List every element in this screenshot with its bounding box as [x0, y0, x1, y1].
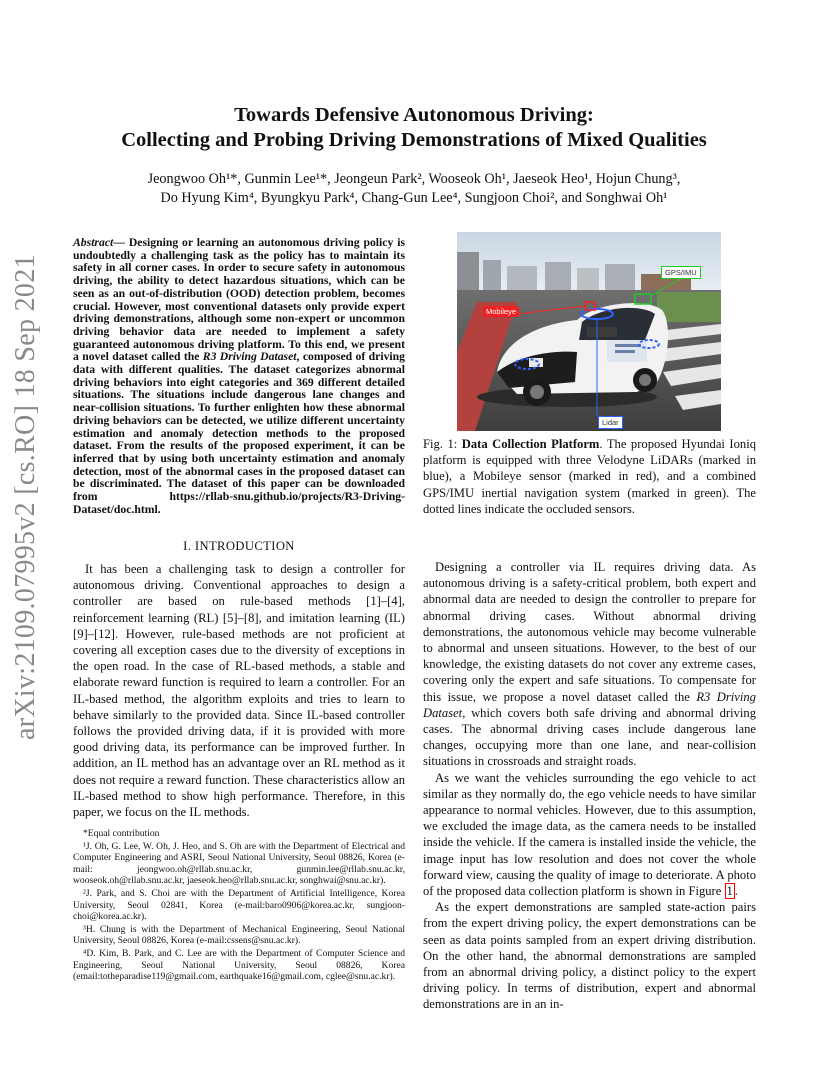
abstract-text-b: , composed of driving data with different qualities. The dataset categorizes abnormal driving behaviors into eight categories and 369 different detailed situations. The situations include dangerous lane changes and near-collision situations. To further enlighten how these abnormal driving behaviors can be detected, we utilize different uncertainty estimation and anomaly detection methods to the proposed dataset. From the results of the proposed experiment, it can be inferred that by using both uncertainty estimation and anomaly detection, most of the abnormal cases in the proposed dataset can be discriminated. The dataset of this paper can be downloaded from https://rllab-snu.github.io/projects/R3-Driving-Dataset/doc.html. — [73, 350, 406, 516]
abstract-label: Abstract — [73, 236, 114, 249]
figure-reference-link[interactable]: 1 — [726, 884, 733, 899]
right-p1-text-b: , which covers both safe driving and abnormal driving cases. The abnormal driving cases include dangerous lane changes, occupying more than one lane, and near-collision situations in crossroads and straight roads. — [423, 705, 756, 769]
intro-left-column — [73, 561, 405, 820]
intro-paragraph: It has been a challenging task to design a controller for autonomous driving. Conventional approaches to design a controller are based on rule-based methods [1]–[4], reinforcement learning (RL) [5]–[8], and imitation learning (IL) [9]–[12]. However, rule-based methods are not proficient at covering all exception cases due to the diversity of exceptions in the open road. In the case of RL-based methods, a stable and elaborate reward function is required to learn a controller. For an IL-based method, the algorithm exploits and tries to learn to behave similarly to the provided data. Since IL-based controller follows the provided driving data, if it is provided with more good driving data, its performance can be improved further. In addition, an IL method has an advantage over an RL method as it does not require a reward function. These characteristics allow an IL-based method to show high performance. Therefore, in this paper, we focus on the IL methods. — [73, 562, 405, 820]
gps-imu-label: GPS/IMU — [661, 266, 701, 279]
paper-title — [60, 103, 768, 153]
author-list — [90, 170, 738, 208]
footnote-3: ³H. Chung is with the Department of Mechanical Engineering, Seoul National University, Seoul 08826, Korea (e-mail:cssens@snu.ac.kr). — [73, 923, 405, 947]
abstract — [73, 237, 405, 516]
vehicle-photo-illustration — [457, 232, 721, 431]
right-p1-dataset-name: R3 Driving Dataset — [423, 689, 756, 720]
title-line-1: Towards Defensive Autonomous Driving: — [234, 104, 594, 126]
mobileye-label: Mobileye — [483, 306, 519, 317]
right-paragraph-2 — [423, 770, 756, 900]
title-line-2: Collecting and Probing Driving Demonstrations of Mixed Qualities — [121, 129, 707, 151]
right-paragraph-1 — [423, 559, 756, 770]
abstract-text-a: — Designing or learning an autonomous driving policy is undoubtedly a challenging task as the policy has to maintain its safety in all corner cases. In order to secure safety in autonomous driving, the ability to detect hazardous situations, which can be seen as an out-of-distribution (OOD) detection problem, becomes crucial. However, most conventional datasets only provide expert driving demonstrations, although some non-expert or uncommon driving behavior data are needed to implement a safety guaranteed autonomous driving platform. To this end, we present a novel dataset called the — [73, 236, 405, 364]
caption-label: Fig. 1: — [423, 437, 462, 451]
footnotes — [73, 828, 405, 984]
figure-caption — [423, 436, 756, 517]
right-paragraph-3: As the expert demonstrations are sampled state-action pairs from the expert driving policy, the expert demonstrations can be seen as data points sampled from an expert driving distribution. On the other hand, the abnormal demonstrations are sampled from an abnormal driving policy, a distinct policy to the expert driving policy. In terms of distribution, expert and abnormal demonstrations are in an in- — [423, 900, 756, 1012]
caption-text: . The proposed Hyundai Ioniq platform is equipped with three Velodyne LiDARs (marked in blue), a Mobileye sensor (marked in red), and a combined GPS/IMU inertial navigation system (marked in green). The dotted lines indicate the occluded sensors. — [423, 437, 757, 516]
section-heading-introduction: I. INTRODUCTION — [183, 539, 295, 553]
authors-line-1: Jeongwoo Oh¹*, Gunmin Lee¹*, Jeongeun Park², Wooseok Oh¹, Jaeseok Heo¹, Hojun Chung³, — [147, 171, 681, 187]
right-p1-text-a: Designing a controller via IL requires driving data. As autonomous driving is a safety-critical problem, both expert and abnormal data are needed to design the controller to prepare for abnormal driving cases. Without abnormal driving demonstrations, the autonomous vehicle may become vulnerable to abnormal and unseen situations. However, to the best of our knowledge, the existing datasets do not cover any extreme cases, covering only the expert and safe situations. To compensate for this issue, we propose a novel dataset called the — [423, 560, 756, 704]
caption-title: Data Collection Platform — [461, 437, 600, 451]
footnote-1: ¹J. Oh, G. Lee, W. Oh, J. Heo, and S. Oh are with the Department of Electrical and Computer Engineering and ASRI, Seoul National University, Seoul 08826, Korea (e-mail: jeongwoo.oh@rllab.snu.ac.kr, gunmin.lee@rllab.snu.ac.kr, wooseok.oh@rllab.snu.ac.kr, jaeseok.heo@rllab.snu.ac.kr, songhwai@snu.ac.kr). — [73, 840, 405, 887]
right-p2-text-a: As we want the vehicles surrounding the ego vehicle to act similar as they normally do, the ego vehicle needs to have similar appearance to normal vehicles. However, due to this assumption, we excluded the image data, as the camera needs to be installed inside the vehicle. If the camera is installed inside the vehicle, the image input has low resolution and does not cover the whole forward view, causing the quality of image to deteriorate. A photo of the proposed data collection platform is shown in Figure — [423, 770, 756, 899]
lidar-label: Lidar — [598, 416, 623, 429]
footnote-equal: *Equal contribution — [83, 828, 160, 839]
arxiv-identifier: arXiv:2109.07995v2 [cs.RO] 18 Sep 2021 — [10, 254, 41, 740]
footnote-4: ⁴D. Kim, B. Park, and C. Lee are with the Department of Computer Science and Engineering, Seoul National University, Seoul 08826, Korea (email:totheparadise119@gmail.com, earthquake16@gmail.com, cglee@snu.ac.kr). — [73, 947, 405, 983]
authors-line-2: Do Hyung Kim⁴, Byungkyu Park⁴, Chang-Gun Lee⁴, Sungjoon Choi², and Songhwai Oh¹ — [160, 190, 668, 206]
intro-right-column — [423, 559, 756, 1013]
footnote-2: ²J. Park, and S. Choi are with the Department of Artificial Intelligence, Korea University, Seoul 02841, Korea (e-mail:baro0906@korea.ac.kr, sungjoon-choi@korea.ac.kr). — [73, 887, 405, 923]
figure-vehicle-photo — [457, 232, 721, 431]
right-p2-text-b: . — [734, 884, 738, 899]
abstract-dataset-name: R3 Driving Dataset — [202, 350, 297, 364]
